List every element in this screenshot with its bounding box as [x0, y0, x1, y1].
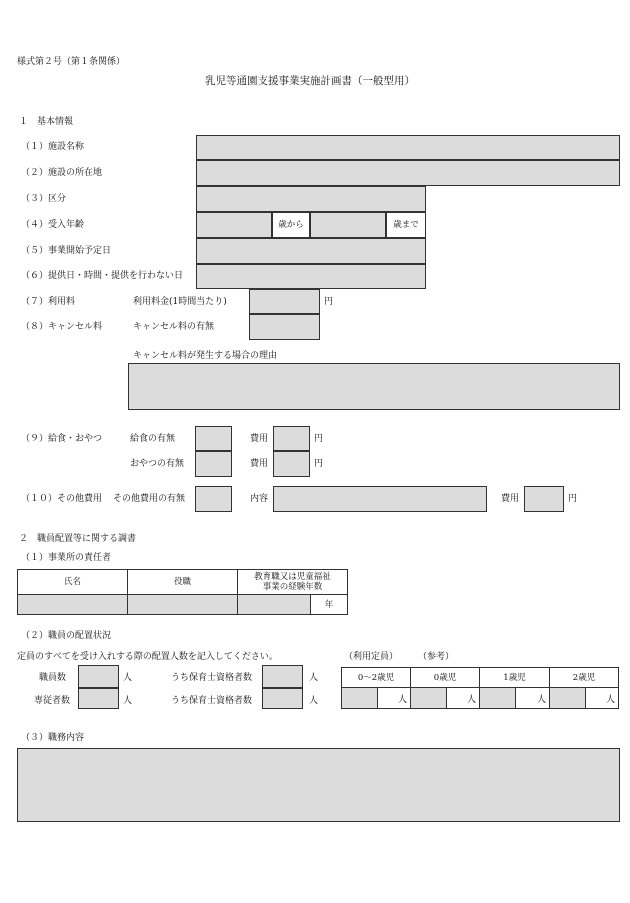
duties-heading: （３）職務内容: [21, 733, 85, 743]
manager-heading: （１）事業所の責任者: [21, 553, 112, 563]
fulltime-count-unit: 人: [123, 696, 133, 706]
qualified-field-2[interactable]: [262, 688, 303, 709]
staff-count-field[interactable]: [78, 665, 119, 688]
facility-address-field[interactable]: [196, 160, 620, 186]
qualified-label-1: うち保育士資格者数: [171, 673, 253, 683]
age-col-header: 2歳児: [549, 667, 619, 688]
age-range-label: （４）受入年齢: [21, 220, 85, 230]
snack-sub-label: おやつの有無: [130, 459, 185, 469]
meal-field[interactable]: [195, 426, 232, 451]
manager-exp-field[interactable]: [237, 594, 311, 615]
service-days-label: （６）提供日・時間・提供を行わない日: [21, 271, 184, 281]
staffing-note: 定員のすべてを受け入れする際の配置人数を記入してください。: [17, 652, 278, 662]
age-col-header: 1歳児: [479, 667, 550, 688]
snack-field[interactable]: [195, 451, 232, 477]
other-sub-label: その他費用の有無: [113, 494, 186, 504]
capacity-unit: 人: [585, 687, 619, 709]
other-cost-label: 費用: [501, 494, 520, 504]
fulltime-count-field[interactable]: [78, 688, 119, 709]
staff-count-label: 職員数: [39, 673, 67, 683]
cancel-sub-label: キャンセル料の有無: [133, 322, 215, 332]
facility-address-label: （２）施設の所在地: [21, 168, 103, 178]
fee-label: （７）利用料: [21, 297, 76, 307]
reference-label: （参考）: [418, 652, 455, 662]
fee-sub-label: 利用料金(1時間当たり): [133, 297, 227, 307]
age-to-unit: 歳まで: [386, 212, 426, 238]
meal-cost-field[interactable]: [273, 426, 310, 451]
staffing-heading: （２）職員の配置状況: [21, 631, 112, 641]
capacity-unit: 人: [515, 687, 550, 709]
facility-name-label: （１）施設名称: [21, 142, 85, 152]
manager-role-field[interactable]: [127, 594, 238, 615]
cancel-label: （８）キャンセル料: [21, 322, 103, 332]
other-content-label: 内容: [250, 494, 269, 504]
page-title: 乳児等通園支援事業実施計画書（一般型用）: [205, 75, 415, 87]
other-cost-field[interactable]: [524, 486, 564, 512]
qualified-unit-1: 人: [309, 673, 319, 683]
other-field[interactable]: [195, 486, 232, 512]
meals-label: （９）給食・おやつ: [21, 434, 103, 444]
start-date-label: （５）事業開始予定日: [21, 246, 112, 256]
meal-cost-label: 費用: [250, 434, 269, 444]
form-number: 様式第２号（第１条関係）: [17, 57, 126, 67]
capacity-unit: 人: [446, 687, 480, 709]
other-content-field[interactable]: [273, 486, 487, 512]
meal-cost-unit: 円: [314, 434, 324, 444]
capacity-2-field[interactable]: [549, 687, 586, 709]
fee-field[interactable]: [249, 289, 320, 314]
col-role-header: 役職: [127, 569, 238, 595]
fee-unit: 円: [324, 297, 334, 307]
age-to-field[interactable]: [310, 212, 386, 238]
meal-sub-label: 給食の有無: [130, 434, 176, 444]
qualified-label-2: うち保育士資格者数: [171, 696, 253, 706]
qualified-unit-2: 人: [309, 696, 319, 706]
facility-name-field[interactable]: [196, 135, 620, 160]
cancel-reason-label: キャンセル料が発生する場合の理由: [133, 351, 278, 361]
qualified-field-1[interactable]: [262, 665, 303, 688]
section1-heading: １ 基本情報: [19, 117, 74, 127]
snack-cost-field[interactable]: [273, 451, 310, 477]
capacity-0-2-field[interactable]: [341, 687, 378, 709]
age-col-header: 0歳児: [410, 667, 480, 688]
service-days-field[interactable]: [196, 264, 426, 289]
age-from-unit: 歳から: [272, 212, 310, 238]
snack-cost-label: 費用: [250, 459, 269, 469]
snack-cost-unit: 円: [314, 459, 324, 469]
duties-field[interactable]: [17, 748, 620, 822]
staff-count-unit: 人: [123, 673, 133, 683]
section2-heading: ２ 職員配置等に関する調書: [19, 534, 137, 544]
capacity-1-field[interactable]: [479, 687, 516, 709]
col-name-header: 氏名: [17, 569, 128, 595]
manager-name-field[interactable]: [17, 594, 128, 615]
capacity-unit: 人: [377, 687, 411, 709]
age-from-field[interactable]: [196, 212, 272, 238]
category-field[interactable]: [196, 186, 426, 212]
category-label: （３）区分: [21, 194, 67, 204]
cancel-field[interactable]: [249, 314, 320, 340]
start-date-field[interactable]: [196, 238, 426, 264]
capacity-0-field[interactable]: [410, 687, 447, 709]
age-col-header: 0～2歳児: [341, 667, 411, 688]
capacity-label: （利用定員）: [344, 652, 399, 662]
fulltime-count-label: 専従者数: [34, 696, 71, 706]
manager-exp-unit: 年: [310, 594, 348, 615]
cancel-reason-field[interactable]: [128, 363, 620, 410]
other-label: （１０）その他費用: [21, 494, 103, 504]
other-cost-unit: 円: [568, 494, 578, 504]
col-experience-header: 教育職又は児童福祉事業の経験年数: [237, 569, 348, 595]
